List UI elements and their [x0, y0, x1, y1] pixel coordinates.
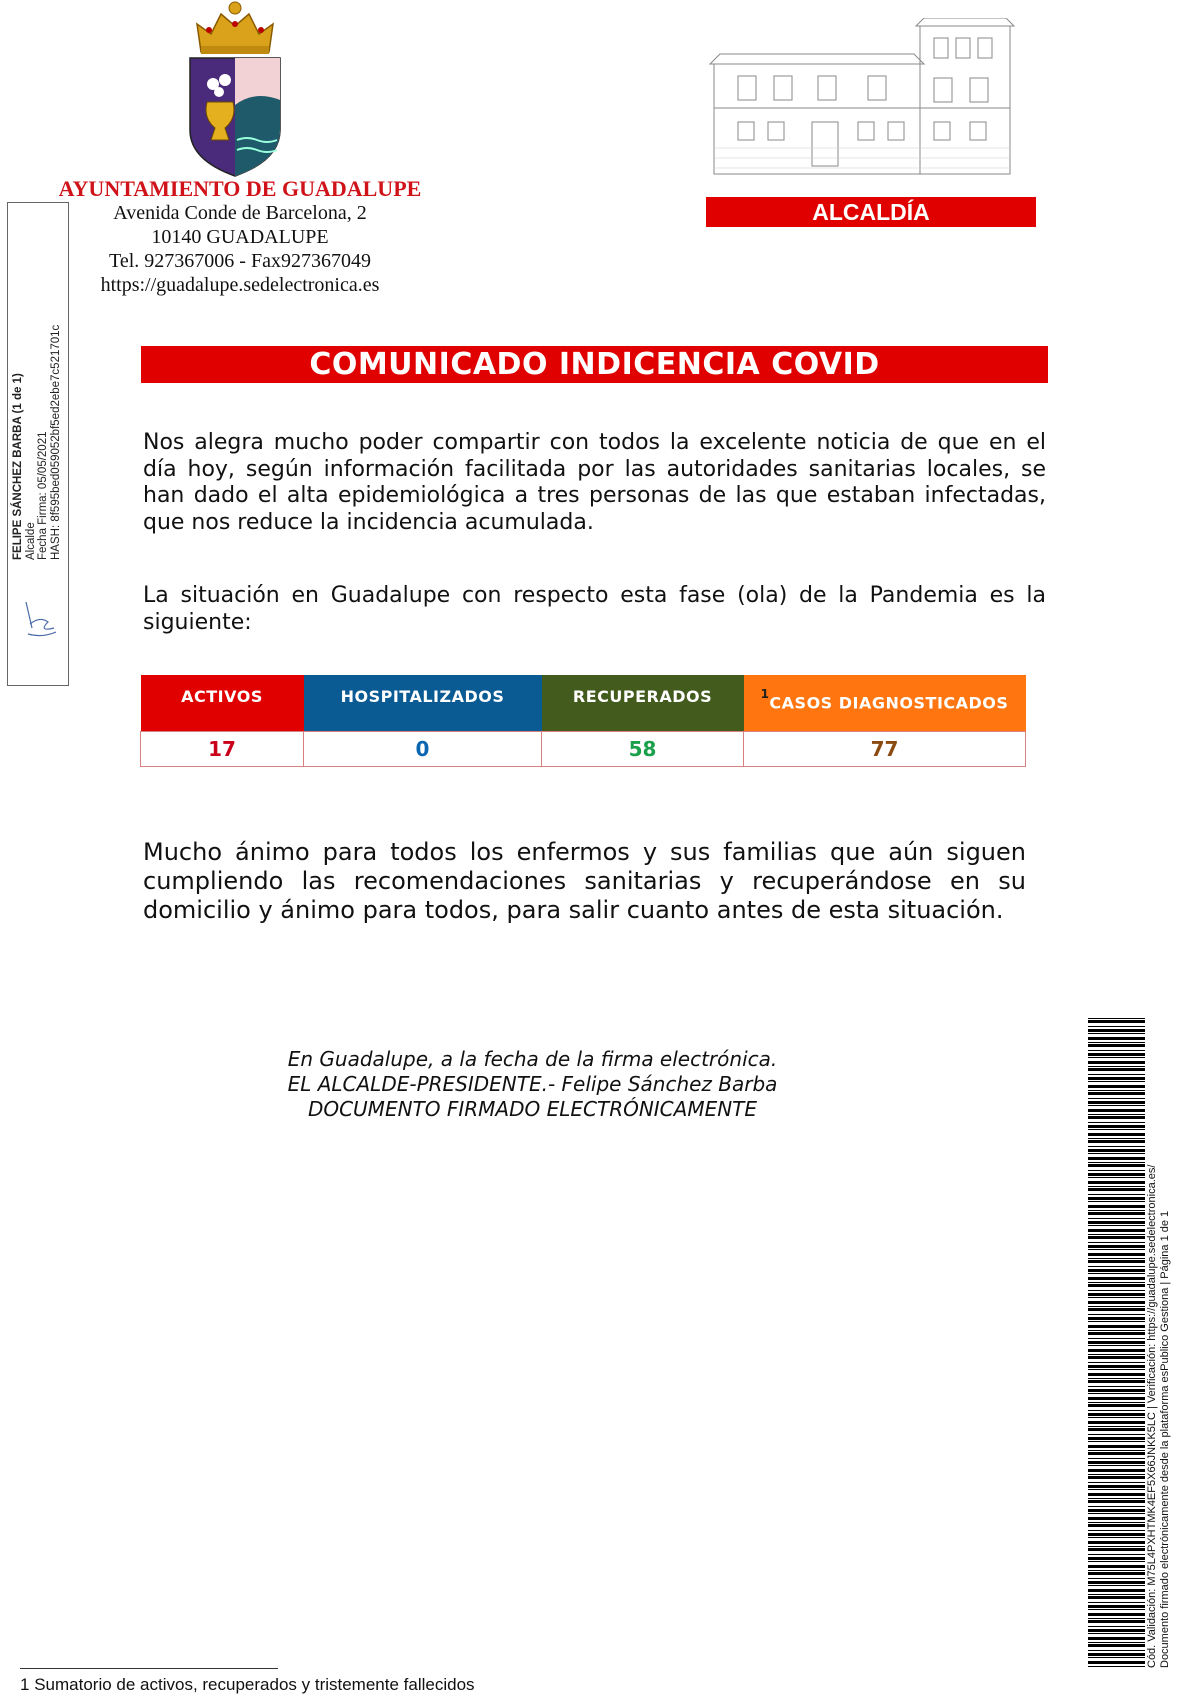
- barcode-bar: [1088, 1138, 1145, 1139]
- barcode-bar: [1088, 1386, 1145, 1387]
- barcode-bar: [1088, 1085, 1145, 1088]
- signature-hash: HASH: 8f595bed059052bf5ed2ebe7c521701c: [49, 324, 62, 560]
- barcode-bar: [1088, 1537, 1145, 1538]
- barcode-bar: [1088, 1626, 1145, 1627]
- document-title: COMUNICADO INDICENCIA COVID: [141, 346, 1048, 383]
- department-banner: ALCALDÍA: [706, 197, 1036, 227]
- barcode-bar: [1088, 1644, 1145, 1647]
- barcode-bar: [1088, 1170, 1145, 1171]
- barcode-bar: [1088, 1506, 1145, 1507]
- barcode-bar: [1088, 1410, 1145, 1411]
- barcode-bar: [1088, 1033, 1145, 1034]
- barcode-bar: [1088, 1066, 1145, 1067]
- validation-text: [1146, 1008, 1172, 1668]
- barcode-bar: [1088, 1181, 1145, 1184]
- barcode-bar: [1088, 1441, 1145, 1442]
- barcode-bar: [1088, 1565, 1145, 1568]
- footnote-text: Sumatorio de activos, recuperados y tristemente fallecidos: [34, 1675, 475, 1694]
- barcode-bar: [1088, 1290, 1145, 1291]
- barcode-bar: [1088, 1020, 1145, 1023]
- barcode-bar: [1088, 1589, 1145, 1592]
- barcode-bar: [1088, 1186, 1145, 1187]
- value-hospitalizados: 0: [304, 732, 542, 767]
- barcode-bar: [1088, 1129, 1145, 1130]
- barcode-bar: [1088, 1570, 1145, 1571]
- barcode-bar: [1088, 1637, 1145, 1640]
- org-address: Avenida Conde de Barcelona, 2: [113, 202, 367, 224]
- barcode-bar: [1088, 1620, 1145, 1623]
- barcode-bar: [1088, 1140, 1145, 1143]
- barcode-bar: [1088, 1602, 1145, 1603]
- barcode-bar: [1088, 1482, 1145, 1483]
- barcode-bar: [1088, 1557, 1145, 1560]
- barcode-bar: [1088, 1541, 1145, 1544]
- barcode-bar: [1088, 1642, 1145, 1643]
- barcode-bar: [1088, 1338, 1145, 1339]
- barcode-bar: [1088, 1365, 1145, 1368]
- barcode-bar: [1088, 1188, 1145, 1191]
- barcode-bar: [1088, 1393, 1145, 1394]
- barcode-bar: [1088, 1613, 1145, 1616]
- org-phone: Tel. 927367006 - Fax927367049: [109, 250, 371, 272]
- barcode-bar: [1088, 1533, 1145, 1536]
- barcode-bar: [1088, 1050, 1145, 1051]
- footnote-marker: 1: [760, 687, 770, 701]
- barcode-bar: [1088, 1173, 1145, 1176]
- barcode-bar: [1088, 1524, 1145, 1527]
- barcode-bar: [1088, 1212, 1145, 1215]
- barcode-bar: [1088, 1308, 1145, 1311]
- barcode-bar: [1088, 1325, 1145, 1328]
- barcode-bar: [1088, 1561, 1145, 1562]
- barcode-icon: [1088, 1018, 1145, 1668]
- barcode-bar: [1088, 1122, 1145, 1123]
- barcode-bar: [1088, 1554, 1145, 1555]
- barcode-bar: [1088, 1605, 1145, 1608]
- barcode-bar: [1088, 1116, 1145, 1119]
- barcode-bar: [1088, 1314, 1145, 1315]
- signature-details: [12, 40, 72, 560]
- barcode-bar: [1088, 1445, 1145, 1448]
- barcode-bar: [1088, 1061, 1145, 1064]
- barcode-bar: [1088, 1426, 1145, 1427]
- barcode-bar: [1088, 1461, 1145, 1464]
- barcode-bar: [1088, 1090, 1145, 1091]
- org-postal: 10140 GUADALUPE: [151, 226, 329, 248]
- barcode-bar: [1088, 1341, 1145, 1344]
- barcode-bar: [1088, 1434, 1145, 1435]
- barcode-bar: [1088, 1053, 1145, 1056]
- barcode-bar: [1088, 1349, 1145, 1352]
- barcode-bar: [1088, 1546, 1145, 1547]
- barcode-bar: [1088, 1522, 1145, 1523]
- barcode-bar: [1088, 1284, 1145, 1287]
- barcode-bar: [1088, 1465, 1145, 1466]
- barcode-bar: [1088, 1042, 1145, 1043]
- barcode-bar: [1088, 1293, 1145, 1296]
- barcode-bar: [1088, 1057, 1145, 1058]
- barcode-bar: [1088, 1194, 1145, 1195]
- validation-platform: Documento firmado electrónicamente desde la plataforma esPublico Gestiona | Página 1 de 1: [1159, 1210, 1171, 1668]
- barcode-bar: [1088, 1578, 1145, 1579]
- barcode-bar: [1088, 1666, 1145, 1667]
- barcode-bar: [1088, 1260, 1145, 1263]
- barcode-bar: [1088, 1269, 1145, 1272]
- barcode-bar: [1088, 1205, 1145, 1208]
- value-recuperados: 58: [542, 732, 744, 767]
- paragraph-situation: La situación en Guadalupe con respecto esta fase (ola) de la Pandemia es la siguiente:: [143, 583, 1046, 635]
- barcode-bar: [1088, 1657, 1145, 1658]
- barcode-bar: [1088, 1164, 1145, 1167]
- barcode-bar: [1088, 1500, 1145, 1503]
- barcode-bar: [1088, 1476, 1145, 1479]
- barcode-bar: [1088, 1029, 1145, 1032]
- barcode-bar: [1088, 1330, 1145, 1331]
- barcode-bar: [1088, 1548, 1145, 1551]
- coat-of-arms-icon: [185, 0, 285, 178]
- barcode-bar: [1088, 1633, 1145, 1634]
- barcode-bar: [1088, 1609, 1145, 1610]
- barcode-bar: [1088, 1452, 1145, 1455]
- barcode-bar: [1088, 1594, 1145, 1595]
- barcode-bar: [1088, 1469, 1145, 1472]
- barcode-bar: [1088, 1037, 1145, 1040]
- barcode-bar: [1088, 1077, 1145, 1080]
- barcode-bar: [1088, 1380, 1145, 1383]
- barcode-bar: [1088, 1229, 1145, 1232]
- barcode-bar: [1088, 1074, 1145, 1075]
- barcode-bar: [1088, 1146, 1145, 1147]
- barcode-bar: [1088, 1661, 1145, 1664]
- barcode-bar: [1088, 1493, 1145, 1496]
- barcode-bar: [1088, 1225, 1145, 1226]
- barcode-bar: [1088, 1301, 1145, 1304]
- barcode-bar: [1088, 1356, 1145, 1359]
- barcode-bar: [1088, 1489, 1145, 1490]
- barcode-bar: [1088, 1266, 1145, 1267]
- barcode-bar: [1088, 1157, 1145, 1160]
- barcode-bar: [1088, 1114, 1145, 1115]
- paragraph-intro: Nos alegra mucho poder compartir con todos la excelente noticia de que en el día hoy, según información facilitada por las autoridades sanitarias locales, se han dado el alta epidemiológica a tres personas de las que estaban infectadas, que nos reduce la incidencia acumulada.: [143, 430, 1046, 535]
- barcode-bar: [1088, 1105, 1145, 1106]
- signature-signer: FELIPE SÁNCHEZ BARBA (1 de 1): [12, 373, 24, 560]
- barcode-bar: [1088, 1249, 1145, 1250]
- barcode-bar: [1088, 1018, 1145, 1019]
- barcode-bar: [1088, 1317, 1145, 1320]
- barcode-bar: [1088, 1413, 1145, 1416]
- barcode-bar: [1088, 1092, 1145, 1095]
- closing-signed-note: DOCUMENTO FIRMADO ELECTRÓNICAMENTE: [307, 1097, 758, 1121]
- barcode-bar: [1088, 1109, 1145, 1112]
- barcode-bar: [1088, 1332, 1145, 1335]
- barcode-bar: [1088, 1177, 1145, 1178]
- barcode-bar: [1088, 1509, 1145, 1512]
- footnote-divider: [20, 1668, 278, 1669]
- footnote-number: 1: [20, 1675, 30, 1694]
- barcode-bar: [1088, 1321, 1145, 1322]
- header-casos-diagnosticados-label: CASOS DIAGNOSTICADOS: [769, 693, 1009, 713]
- value-activos: 17: [141, 732, 304, 767]
- barcode-bar: [1088, 1201, 1145, 1202]
- barcode-bar: [1088, 1513, 1145, 1514]
- barcode-bar: [1088, 1153, 1145, 1154]
- barcode-bar: [1088, 1437, 1145, 1440]
- barcode-bar: [1088, 1428, 1145, 1431]
- signature-role: Alcalde: [24, 522, 37, 560]
- barcode-bar: [1088, 1596, 1145, 1599]
- barcode-bar: [1088, 1162, 1145, 1163]
- barcode-bar: [1088, 1242, 1145, 1243]
- barcode-bar: [1088, 1572, 1145, 1575]
- stats-header-row: [141, 675, 1026, 732]
- barcode-bar: [1088, 1389, 1145, 1392]
- barcode-bar: [1088, 1245, 1145, 1248]
- barcode-bar: [1088, 1282, 1145, 1283]
- barcode-bar: [1088, 1530, 1145, 1531]
- closing-place-date: En Guadalupe, a la fecha de la firma electrónica.: [287, 1047, 778, 1071]
- barcode-bar: [1088, 1517, 1145, 1520]
- org-website: https://guadalupe.sedelectronica.es: [100, 274, 380, 296]
- barcode-bar: [1088, 1253, 1145, 1256]
- barcode-bar: [1088, 1402, 1145, 1403]
- signature-mark-icon: [20, 598, 60, 642]
- barcode-bar: [1088, 1650, 1145, 1651]
- barcode-bar: [1088, 1068, 1145, 1071]
- barcode-bar: [1088, 1081, 1145, 1082]
- barcode-bar: [1088, 1354, 1145, 1355]
- header-recuperados: RECUPERADOS: [542, 675, 744, 732]
- barcode-bar: [1088, 1450, 1145, 1451]
- barcode-bar: [1088, 1421, 1145, 1424]
- barcode-bar: [1088, 1258, 1145, 1259]
- barcode-bar: [1088, 1585, 1145, 1586]
- barcode-bar: [1088, 1417, 1145, 1418]
- barcode-bar: [1088, 1362, 1145, 1363]
- barcode-bar: [1088, 1210, 1145, 1211]
- barcode-bar: [1088, 1629, 1145, 1632]
- barcode-bar: [1088, 1277, 1145, 1280]
- town-hall-drawing-icon: [708, 18, 1034, 178]
- barcode-bar: [1088, 1485, 1145, 1488]
- validation-code: Cód. Validación: M75L4PXHTMK4EF5X66JNKK5LC | Verificación: https://guadalupe.sedelectronica.es/: [1146, 1164, 1158, 1668]
- barcode-bar: [1088, 1044, 1145, 1047]
- org-name: AYUNTAMIENTO DE GUADALUPE: [58, 176, 422, 201]
- barcode-bar: [1088, 1234, 1145, 1235]
- barcode-bar: [1088, 1498, 1145, 1499]
- barcode-bar: [1088, 1581, 1145, 1584]
- barcode-bar: [1088, 1306, 1145, 1307]
- barcode-bar: [1088, 1149, 1145, 1152]
- header-casos-diagnosticados: [744, 675, 1026, 732]
- closing-signatory: EL ALCALDE-PRESIDENTE.- Felipe Sánchez Barba: [287, 1072, 778, 1096]
- barcode-bar: [1088, 1378, 1145, 1379]
- barcode-bar: [1088, 1026, 1145, 1027]
- barcode-bar: [1088, 1474, 1145, 1475]
- barcode-bar: [1088, 1618, 1145, 1619]
- barcode-bar: [1088, 1653, 1145, 1656]
- barcode-bar: [1088, 1133, 1145, 1136]
- paragraph-encouragement: Mucho ánimo para todos los enfermos y sus familias que aún siguen cumpliendo las recomendaciones sanitarias y recuperándose en su domicilio y ánimo para todos, para salir cuanto antes de esta situación.: [143, 838, 1026, 924]
- stats-value-row: [141, 732, 1026, 767]
- barcode-bar: [1088, 1221, 1145, 1224]
- barcode-bar: [1088, 1236, 1145, 1239]
- barcode-bar: [1088, 1397, 1145, 1400]
- barcode-bar: [1088, 1458, 1145, 1459]
- barcode-bar: [1088, 1345, 1145, 1346]
- barcode-bar: [1088, 1369, 1145, 1370]
- barcode-bar: [1088, 1297, 1145, 1298]
- value-casos-diagnosticados: 77: [744, 732, 1026, 767]
- footnote: [20, 1675, 475, 1695]
- barcode-bar: [1088, 1098, 1145, 1099]
- barcode-bar: [1088, 1125, 1145, 1128]
- barcode-bar: [1088, 1273, 1145, 1274]
- barcode-bar: [1088, 1373, 1145, 1376]
- barcode-bar: [1088, 1404, 1145, 1407]
- covid-stats-table: [140, 675, 1026, 767]
- barcode-bar: [1088, 1101, 1145, 1104]
- header-hospitalizados: HOSPITALIZADOS: [304, 675, 542, 732]
- signature-date: Fecha Firma: 05/05/2021: [37, 431, 49, 560]
- barcode-bar: [1088, 1197, 1145, 1200]
- barcode-bar: [1088, 1218, 1145, 1219]
- header-activos: ACTIVOS: [141, 675, 304, 732]
